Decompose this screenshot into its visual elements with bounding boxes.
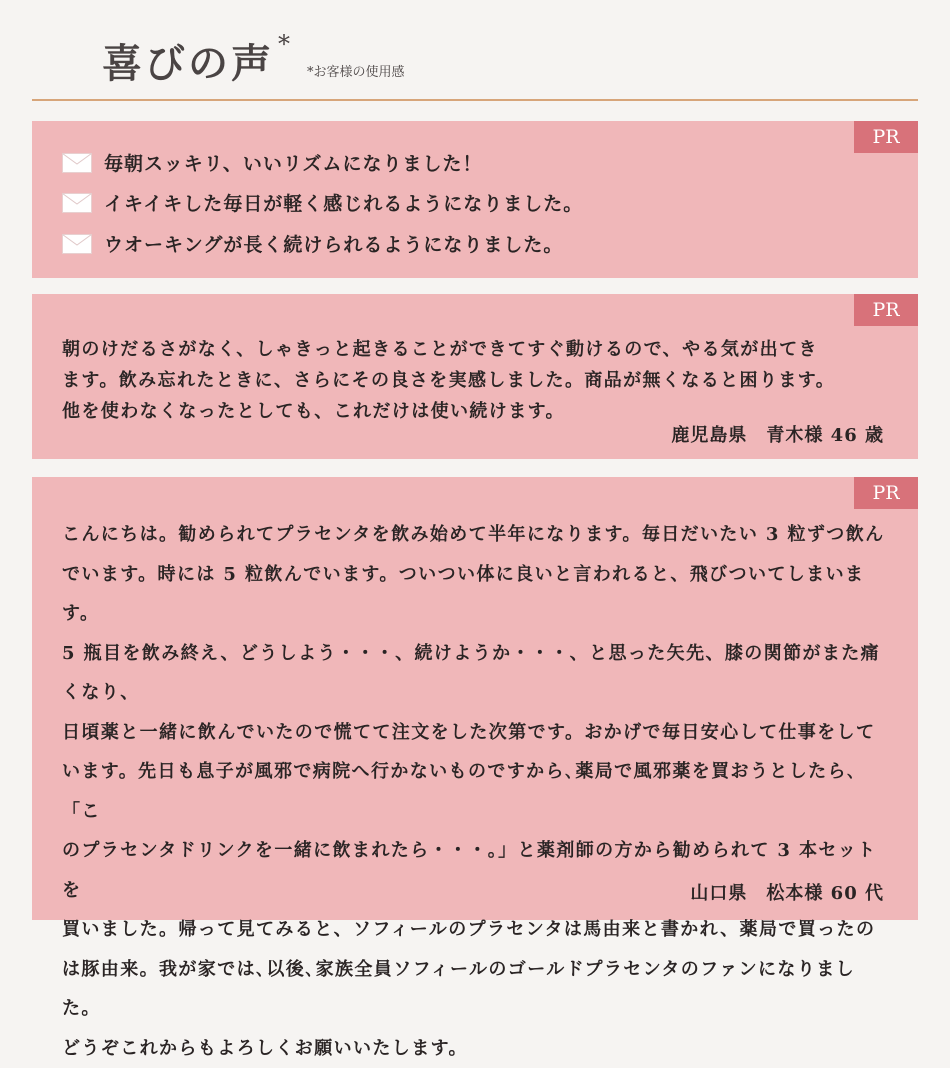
testimonial-line: こんにちは。勧められてプラセンタを飲み始めて半年になります。毎日だいたい 3 粒ずつ飲ん (62, 515, 892, 555)
testimonial-text (62, 334, 892, 427)
envelope-icon (62, 193, 92, 213)
pr-badge: PR (854, 294, 918, 326)
pr-badge: PR (854, 477, 918, 509)
highlight-text: イキイキした毎日が軽く感じれるようになりました。 (104, 189, 583, 216)
asterisk-mark: * (278, 30, 290, 58)
testimonial-line: ます。飲み忘れたときに、さらにその良さを実感しました。商品が無くなると困ります。 (62, 365, 892, 396)
testimonial-line: 朝のけだるさがなく、しゃきっと起きることができてすぐ動けるので、やる気が出てき (62, 334, 892, 365)
highlight-item (62, 149, 482, 176)
testimonial-line: 買いました。帰って見てみると、ソフィールのプラセンタは馬由来と書かれ、薬局で買ったの (62, 910, 892, 950)
testimonial-line: います。先日も息子が風邪で病院へ行かないものですから､薬局で風邪薬を買おうとしたら､「こ (62, 752, 892, 831)
highlight-text: 毎朝スッキリ、いいリズムになりました！ (104, 149, 482, 176)
highlight-item (62, 230, 563, 257)
testimonial-signature: 鹿児島県 青木様 46 歳 (671, 421, 884, 447)
page-subtitle: *お客様の使用感 (307, 61, 405, 80)
highlight-text: ウオーキングが長く続けられるようになりました。 (104, 230, 563, 257)
testimonial-card (32, 294, 918, 459)
pr-badge: PR (854, 121, 918, 153)
testimonial-line: は豚由来。我が家では､以後､家族全員ソフィールのゴールドプラセンタのファンになりました。 (62, 950, 892, 1029)
header-divider (32, 99, 918, 101)
testimonial-card (32, 477, 918, 920)
testimonial-line: のプラセンタドリンクを一緒に飲まれたら・・・。」と薬剤師の方から勧められて 3 本セットを (62, 831, 892, 910)
testimonial-line: 5 瓶目を飲み終え、どうしよう・・・、続けようか・・・、と思った矢先、膝の関節がまた痛くなり、 (62, 634, 892, 713)
highlights-card (32, 121, 918, 278)
testimonial-text (62, 515, 892, 1068)
page-header (0, 0, 950, 102)
highlight-item (62, 189, 583, 216)
testimonial-line: 日頃薬と一緒に飲んでいたので慌てて注文をした次第です。おかげで毎日安心して仕事をして (62, 713, 892, 753)
testimonial-line: 他を使わなくなったとしても、これだけは使い続けます。 (62, 396, 892, 427)
testimonial-signature: 山口県 松本様 60 代 (690, 879, 884, 905)
envelope-icon (62, 153, 92, 173)
testimonial-line: でいます。時には 5 粒飲んでいます。ついつい体に良いと言われると、飛びついてしまいます。 (62, 555, 892, 634)
envelope-icon (62, 234, 92, 254)
page-title: 喜びの声 (102, 32, 274, 89)
testimonial-line: どうぞこれからもよろしくお願いいたします。 (62, 1029, 892, 1068)
